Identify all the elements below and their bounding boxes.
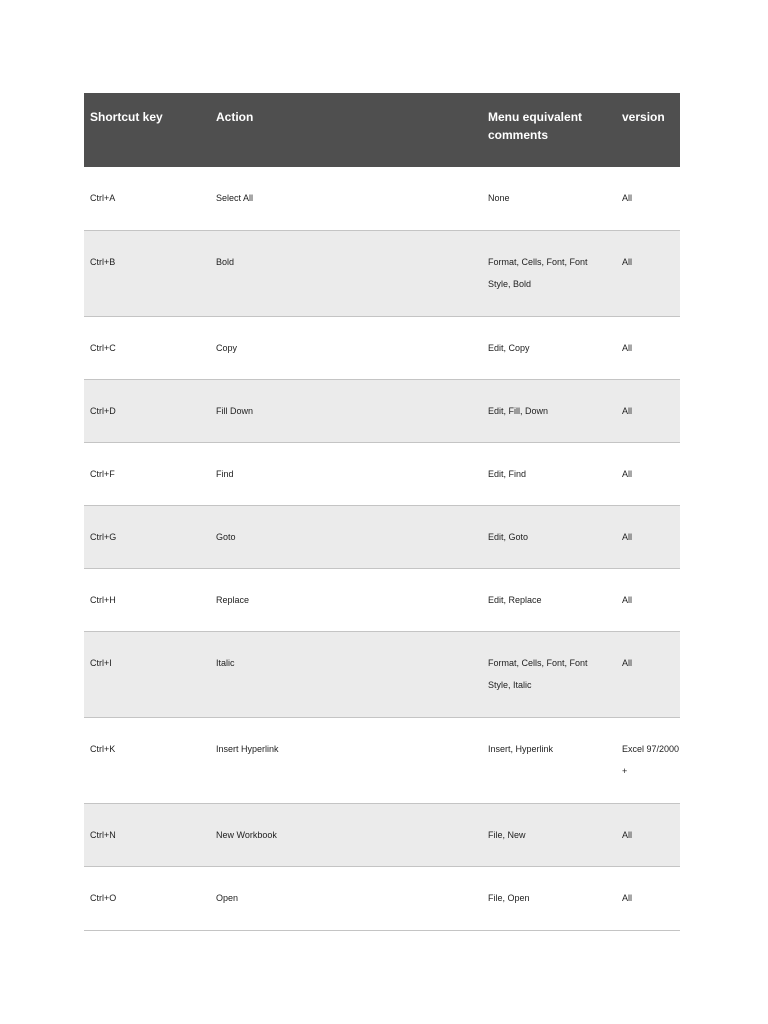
- cell-action: Italic: [216, 658, 235, 668]
- cell-menu: Edit, Goto: [488, 532, 529, 542]
- table-row: [84, 167, 680, 231]
- table-row: [84, 867, 680, 931]
- cell-shortcut: Ctrl+A: [90, 193, 116, 203]
- cell-action: New Workbook: [216, 830, 277, 840]
- cell-action: Open: [216, 893, 239, 903]
- cell-shortcut: Ctrl+N: [90, 830, 116, 840]
- cell-action: Find: [216, 469, 234, 479]
- cell-menu: Insert, Hyperlink: [488, 744, 554, 754]
- cell-shortcut: Ctrl+B: [90, 257, 116, 267]
- table-row: [84, 231, 680, 317]
- cell-action: Copy: [216, 343, 238, 353]
- cell-version: All: [622, 469, 633, 479]
- cell-menu: File, Open: [488, 893, 530, 903]
- table-row: [84, 718, 680, 804]
- cell-menu: Format, Cells, Font, Font Style, Bold: [488, 257, 588, 289]
- shortcut-table: [84, 93, 680, 931]
- cell-version: All: [622, 893, 633, 903]
- cell-version: All: [622, 406, 633, 416]
- cell-version: All: [622, 257, 633, 267]
- table-header: [84, 93, 680, 167]
- cell-menu: Edit, Copy: [488, 343, 530, 353]
- table-row: [84, 632, 680, 718]
- cell-action: Bold: [216, 257, 235, 267]
- table-row: [84, 804, 680, 867]
- table-row: [84, 317, 680, 380]
- cell-shortcut: Ctrl+I: [90, 658, 112, 668]
- cell-shortcut: Ctrl+H: [90, 595, 116, 605]
- header-action: Action: [216, 110, 254, 124]
- cell-menu: Edit, Find: [488, 469, 527, 479]
- cell-shortcut: Ctrl+C: [90, 343, 116, 353]
- table-row: [84, 443, 680, 506]
- header-version: version: [622, 110, 665, 124]
- cell-action: Select All: [216, 193, 254, 203]
- header-shortcut-key: Shortcut key: [90, 110, 163, 124]
- cell-action: Goto: [216, 532, 236, 542]
- cell-shortcut: Ctrl+O: [90, 893, 117, 903]
- cell-menu: Edit, Replace: [488, 595, 542, 605]
- cell-shortcut: Ctrl+D: [90, 406, 116, 416]
- cell-version: Excel 97/2000 +: [622, 744, 680, 776]
- cell-version: All: [622, 830, 633, 840]
- cell-menu: File, New: [488, 830, 526, 840]
- header-menu-equivalent: Menu equivalent comments: [488, 110, 583, 142]
- table-row: [84, 569, 680, 632]
- cell-menu: None: [488, 193, 510, 203]
- cell-menu: Edit, Fill, Down: [488, 406, 549, 416]
- cell-shortcut: Ctrl+F: [90, 469, 115, 479]
- cell-shortcut: Ctrl+K: [90, 744, 116, 754]
- cell-menu: Format, Cells, Font, Font Style, Italic: [488, 658, 588, 690]
- cell-version: All: [622, 595, 633, 605]
- cell-version: All: [622, 193, 633, 203]
- table-row: [84, 506, 680, 569]
- cell-version: All: [622, 658, 633, 668]
- cell-version: All: [622, 532, 633, 542]
- table-row: [84, 380, 680, 443]
- cell-action: Fill Down: [216, 406, 254, 416]
- cell-action: Insert Hyperlink: [216, 744, 279, 754]
- cell-shortcut: Ctrl+G: [90, 532, 117, 542]
- cell-action: Replace: [216, 595, 250, 605]
- cell-version: All: [622, 343, 633, 353]
